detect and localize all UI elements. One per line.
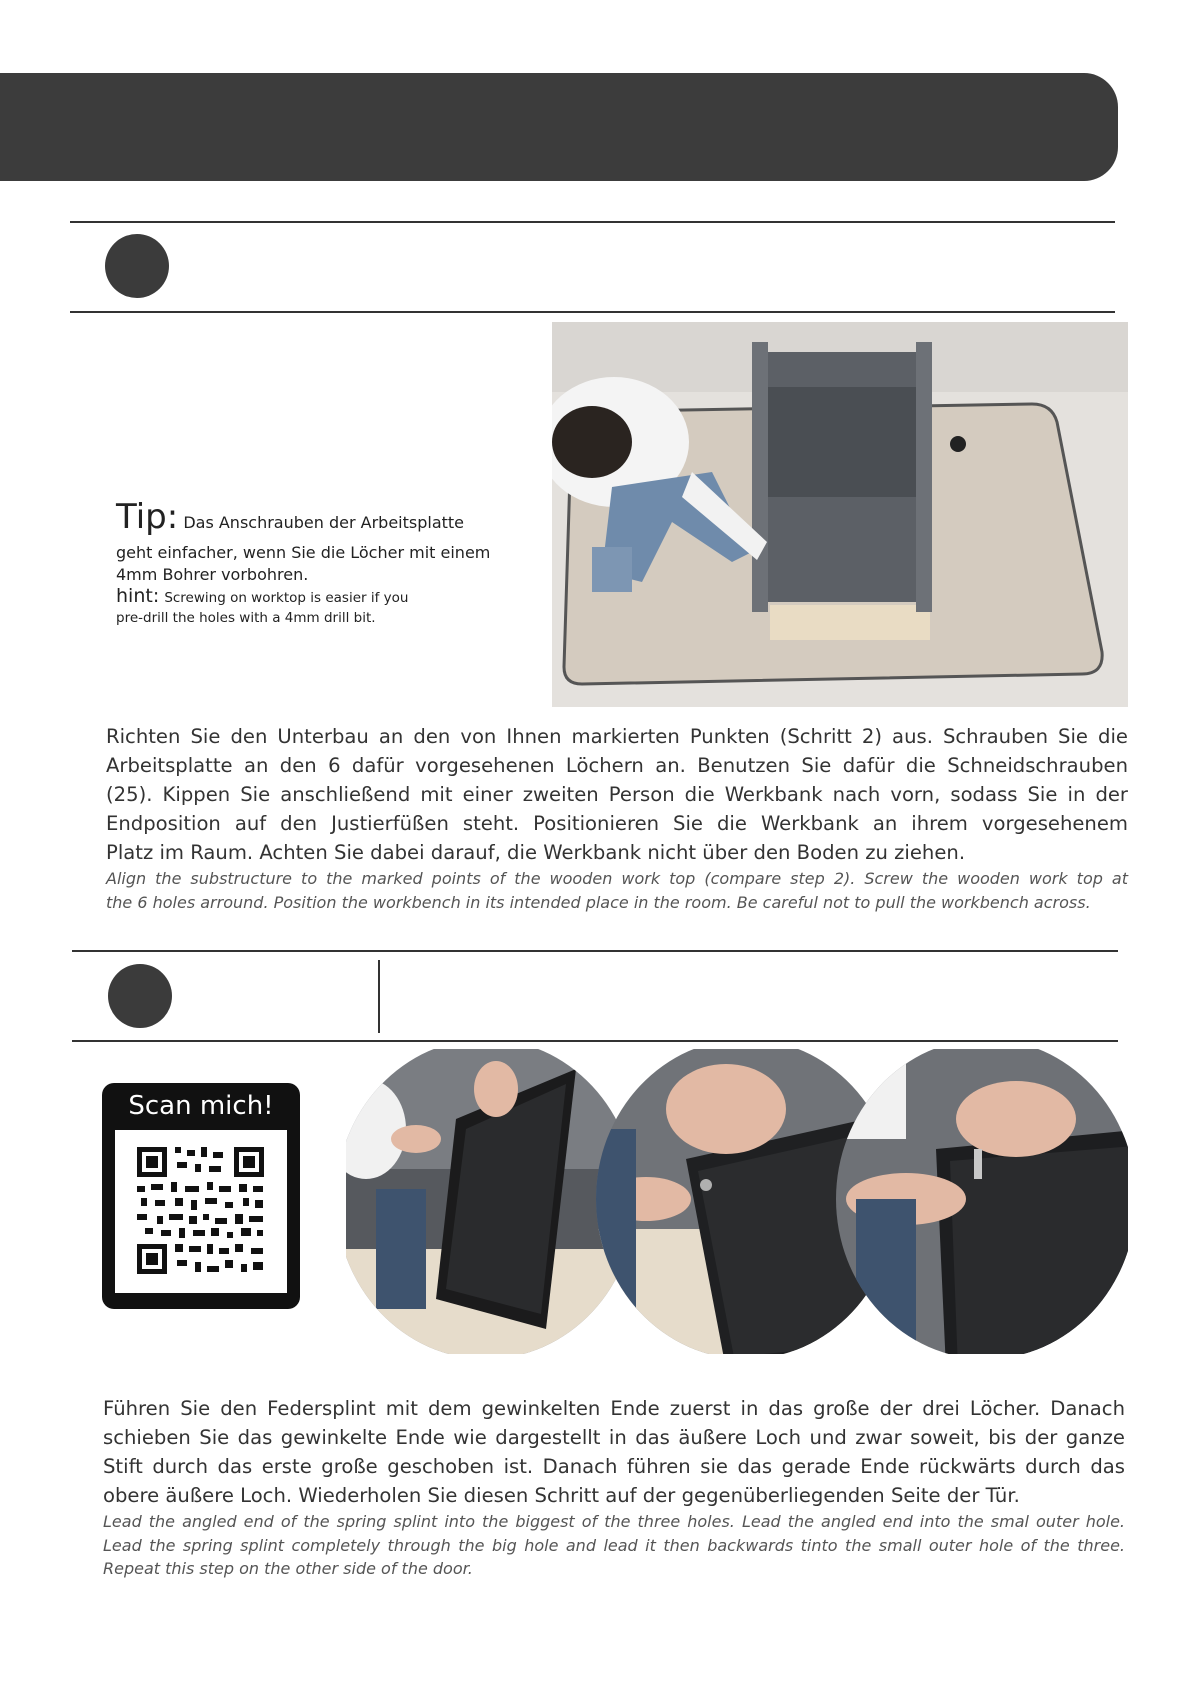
step2-text-de-line: Führen Sie den Federsplint mit dem gewinkelten Ende zuerst in das große der drei Löcher. Danach — [103, 1397, 1125, 1420]
step1-text-de-line: Platz im Raum. Achten Sie dabei darauf, die Werkbank nicht über den Boden zu ziehen. — [106, 841, 966, 864]
step2-text-de-line: schieben Sie das gewinkelte Ende wie dargestellt in das äußere Loch und zwar soweit, bis der ganze — [103, 1426, 1125, 1449]
header-bar — [0, 73, 1118, 181]
hint-label: hint: — [116, 585, 160, 608]
step1-text-de-line: Richten Sie den Unterbau an den von Ihnen markierten Punkten (Schritt 2) aus. Schrauben Sie die — [106, 725, 1128, 748]
step2-text-en-line: Repeat this step on the other side of the door. — [103, 1559, 473, 1578]
hint-text-line: pre-drill the holes with a 4mm drill bit. — [116, 610, 376, 627]
step1-bottom-rule — [70, 311, 1115, 313]
step1-text-de-line: Endposition auf den Justierfüßen steht. Positionieren Sie die Werkbank an ihrem vorgesehenem — [106, 812, 1128, 835]
step2-text-de-line: Stift durch das erste große geschoben ist. Danach führen sie das gerade Ende rückwärts durch das — [103, 1455, 1125, 1478]
tip-text-line: geht einfacher, wenn Sie die Löcher mit einem — [116, 542, 491, 562]
step2-top-rule — [72, 950, 1118, 952]
qr-title: Scan mich! — [128, 1091, 274, 1121]
step2-instructions — [103, 1394, 1125, 1581]
tip-label: Tip: — [116, 497, 179, 537]
step2-text-de-line: obere äußere Loch. Wiederholen Sie diesen Schritt auf der gegenüberliegenden Seite der Tür. — [103, 1484, 1020, 1507]
qr-code-icon — [115, 1130, 287, 1293]
workbench-assembly-photo — [552, 322, 1128, 707]
step2-bottom-rule — [72, 1040, 1118, 1042]
step1-text-de-line: Arbeitsplatte an den 6 dafür vorgesehenen Löchern an. Benutzen Sie dafür die Schneidschrauben — [106, 754, 1128, 777]
step2-text-en-line: Lead the angled end of the spring splint into the biggest of the three holes. Lead the angled end into the smal outer hole. — [103, 1512, 1125, 1531]
tip-text-line: 4mm Bohrer vorbohren. — [116, 564, 309, 584]
step1-text-en-line: the 6 holes arround. Position the workbench in its intended place in the room. Be careful not to pull the workbench across. — [106, 892, 1091, 912]
step1-instructions — [106, 722, 1128, 914]
step1-number-dot — [105, 234, 169, 298]
step1-text-en-line: Align the substructure to the marked points of the wooden work top (compare step 2). Screw the wooden work top at — [106, 869, 1128, 888]
door-splint-photos — [346, 1049, 1128, 1354]
step2-divider — [378, 960, 380, 1033]
step1-text-de-line: (25). Kippen Sie anschließend mit einer zweiten Person die Werkbank nach vorn, sodass Sie in der — [106, 783, 1128, 806]
qr-code-card[interactable] — [102, 1083, 300, 1309]
hint-text-line: Screwing on worktop is easier if you — [164, 590, 409, 607]
step2-number-dot — [108, 964, 172, 1028]
tip-text-line: Das Anschrauben der Arbeitsplatte — [183, 513, 465, 532]
step2-text-en-line: Lead the spring splint completely through the big hole and lead it then backwards tinto the small outer hole of the three. — [103, 1535, 1125, 1555]
tip-block — [116, 494, 536, 630]
step1-top-rule — [70, 221, 1115, 223]
